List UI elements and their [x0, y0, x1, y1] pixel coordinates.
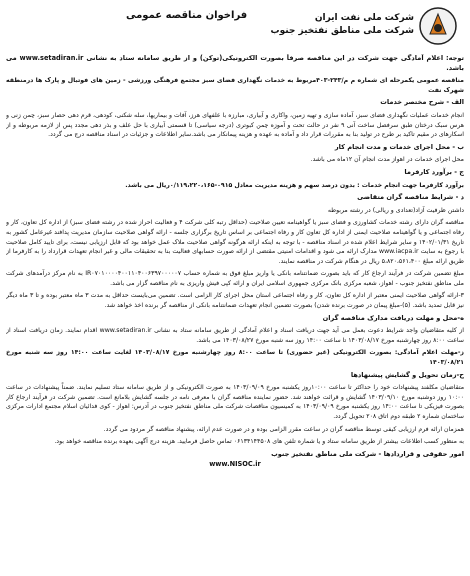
paragraph: محل اجرای خدمات در اهواز مدت انجام آن ۱۲ماه می باشد. — [310, 156, 464, 164]
org-line-1: شرکت ملی نفت ایران — [314, 13, 414, 23]
paragraph: الف - شرح مختصر خدمات — [380, 98, 464, 107]
paragraph: متقاضیان مکلفند پیشنهادات خود را حداکثر تا ساعت ۱۰:۰۰روز یکشنبه مورخ ۱۴۰۳/۰۹/۰۹ به صورت الکترونیکی و از طریق سامانه ستاد تسلیم نمایند. ضمناً پیشنهادات در ساعت ۱۰:۰۰ روز دوشنبه مورخ ۱۴۰۳/۰۹/۱۰ گشایش و قرائت خواهند شد. حضور نماینده مناقصه گران با معرفی نامه در جلسه گشایش بلامانع است. تضمین شرکت در فرآیند ارجاع کار بصورت فیزیکی تا ساعت ۱۴:۰۰ روز یکشنبه مورخ ۱۴۰۳/۰۹/۰۹ به کمیسیون مناقصات شرکت ملی مناطق نفتخیز جنوب در آدرس: اهواز - کوی فدائیان اسلام مجتمع ادارات مرکزی ساختمان شماره ۲ طبقه دوم اتاق ۲۰۸ تحویل گردد. — [6, 384, 464, 420]
paragraph: انجام خدمات عملیات نگهداری فضای سبز، آماده سازی و تهیه زمین، واکاری و آبیاری، مبارزه با علفهای هرز، آفات و بیماریها، سله شکنی، کودهی، قرم دهی حصار سبز، چمن زنی و هرس سبک درختان طبق سرفصل ساخت آنی ۹ نفر در حالت تحت و آموزه چمن کبوتری (درجه سیاسی) تا قسمتی آبیاری با حل علف و بذر دهی مجدد پس از لازمه مربوطه و از اسکارهای در مقیم تاکید بر طرح در تولید بنا به مقررات قرار داد و آماده به عهده و هزینه پیمانکار می باشد.سایر اطلاعات و جزئیات در اسناد مناقصه درج می گردد. — [6, 111, 464, 139]
notice-header — [6, 4, 464, 48]
paragraph: از کلیه متقاضیان واجد شرایط دعوت بعمل می آید جهت دریافت اسناد و اعلام آمادگی از طریق سامانه ستاد به نشانی www.setadiran.ir اقدام نمایند. زمان دریافت اسناد از ساعت ۸:۰۰ روز چهارشنبه مورخ ۱۴۰۳/۰۸/۱۷ تا ساعت ۱۴:۰۰ روز سه شنبه مورخ ۱۴۰۳/۰۸/۲۷ می باشد. — [6, 327, 464, 344]
paragraph: ج - برآورد کارفرما — [404, 167, 464, 176]
paragraph: ز-مهلت اعلام آمادگی: بصورت الکترونیکی (غیر حضوری) تا ساعت ۸:۰۰ روز چهارشنبه مورخ ۱۴۰۳/۰۸/۱۷ لغایت ساعت ۱۴:۰۰ روز سه شنبه مورخ ۱۴۰۳/۰۸/۲۱ — [6, 349, 464, 367]
notice-title: فراخوان مناقصه عمومی — [126, 10, 248, 21]
paragraph: به منظور کسب اطلاعات بیشتر از طریق سامانه ستاد و یا شماره تلفن های ۰۶۱۳۴۱۴۴۵۰۸ تماس حاصل فرمایید. هزینه درج آگهی بعهده برنده مناقصه خواهد بود. — [54, 438, 464, 446]
org-name — [271, 12, 414, 38]
paragraph: همزمان ارائه فرم ارزیابی کیفی توسط مناقصه گران در ساعت مقرر الزامی بوده و در صورت عدم ارائه، پیشنهاد مناقصه گر مردود می گردد. — [103, 425, 464, 433]
notice-body — [6, 54, 464, 572]
footer-website: www.NISOC.ir — [209, 459, 261, 468]
paragraph: برآورد کارفرما جهت انجام خدمات : بدون درصد سهم و هزینه مدیریت معادل ۰۹۱۵-۰/۱۱۹،۲۲۰،۱۶۵ریال می باشد. — [125, 181, 464, 189]
paragraph: ه-محل و مهلت دریافت مدارک مناقصه گران — [322, 313, 464, 322]
paragraph: مناقصه گران دارای رشته خدمات کشاورزی و فضای سبز یا گواهینامه تعیین صلاحیت (حداقل رتبه کلی شرکت ۴ و فعالیت احراز شده در رشته فضای سبز) از اداره کل تعاون، کار و رفاه اجتماعی و یا گواهینامه صلاحیت ایمنی از اداره کل تعاون کار و رفاه اجتماعی بر اساس تاریخ برگزاری جلسه - ارائه گواهی صلاحیت سازمان مدیریت پدافند غیرعامل کشور به تاریخ ۱۴۰۲/۰۱/۳۱ و سایر شرایط اعلام شده در اسناد مناقصه - با توجه به اینکه ارائه هرگونه گواهی صلاحیت ملاک عمل خواهد بود که قابل ارزیابی نیست، برای تایید کامل صلاحیت با رجوع به سایت www.iacpa.ir مدارک ارائه می شود و اقدامات امنیتی مقتضی از ارائه صورت حسابهای فعالیت بنا به تحقیقات مالی و غیر انجام تعهدات قرارداد را به کارفرما از طریق ارائه مبلغ ۵،۸۲۰،۵۶۱،۴۰۰ ریال در هنگام شرکت در مناقصه نمایند. — [6, 219, 464, 265]
paragraph: د - شرایط مناقصه گران متقاضی — [357, 193, 464, 202]
paragraph: ۳-ارائه گواهی صلاحیت ایمنی معتبر از اداره کل تعاون، کار و رفاه اجتماعی استان محل اجرای کار الزامی است. تضمین می‌بایست حداقل به مدت ۳ ماه معتبر بوده و تا ۳ ماه دیگر نیز قابل تمدید باشد. (۵)-مبلغ پیمان در صورت برنده شدن) بصورت تضمین انجام تعهدات ضمانتنامه بانکی از مناقصه گر برنده اخذ خواهد شد. — [6, 292, 464, 310]
nioc-logo-icon — [418, 6, 458, 46]
paragraph-list — [6, 54, 464, 447]
paragraph: مناقصه عمومی یکمرحله ای شماره م م/۲۴۳-۴۰۳مربوط به خدمات نگهداری فضای سبز مجتمع فرهنگی ورزشی - زمین های فوتبال و پارک ها درمنطقه شهرک نفت — [6, 77, 464, 94]
footer-line: امور حقوقی و قراردادها - شرکت ملی مناطق نفتخیز جنوب — [271, 449, 464, 458]
paragraph: ح-زمان تحویل و گشایش پیشنهادها — [350, 370, 464, 379]
paragraph: ب - محل اجرای خدمات و مدت انجام کار — [334, 142, 464, 151]
paragraph: مبلغ تضمین شرکت در فرآیند ارجاع کار که باید بصورت ضمانتنامه بانکی یا واریز مبلغ فوق به شماره حساب IR۰۷۰۱۰۰۰۰۴۰۰۱۱۰۴۰۰۶۳۹۷۰۰۰۰۰۷ به نام مرکز درآمدهای شرکت ملی مناطق نفتخیز جنوب - اهواز، شعبه مرکزی بانک مرکزی جمهوری اسلامی ایران و ارائه کپی فیش واریزی به نام مناقصه گزار می باشد. — [6, 270, 464, 287]
paragraph: داشتن ظرفیت آزاد(تعدادی و ریالی) در رشته مربوطه — [327, 206, 464, 214]
paragraph: توجه: اعلام آمادگی جهت شرکت در این مناقصه صرفاً بصورت الکترونیکی(توکن) و از طریق سامانه ستاد به نشانی www.setadiran.ir می باشد. — [6, 54, 464, 72]
org-line-2: شرکت ملی مناطق نفتخیز جنوب — [270, 26, 414, 36]
